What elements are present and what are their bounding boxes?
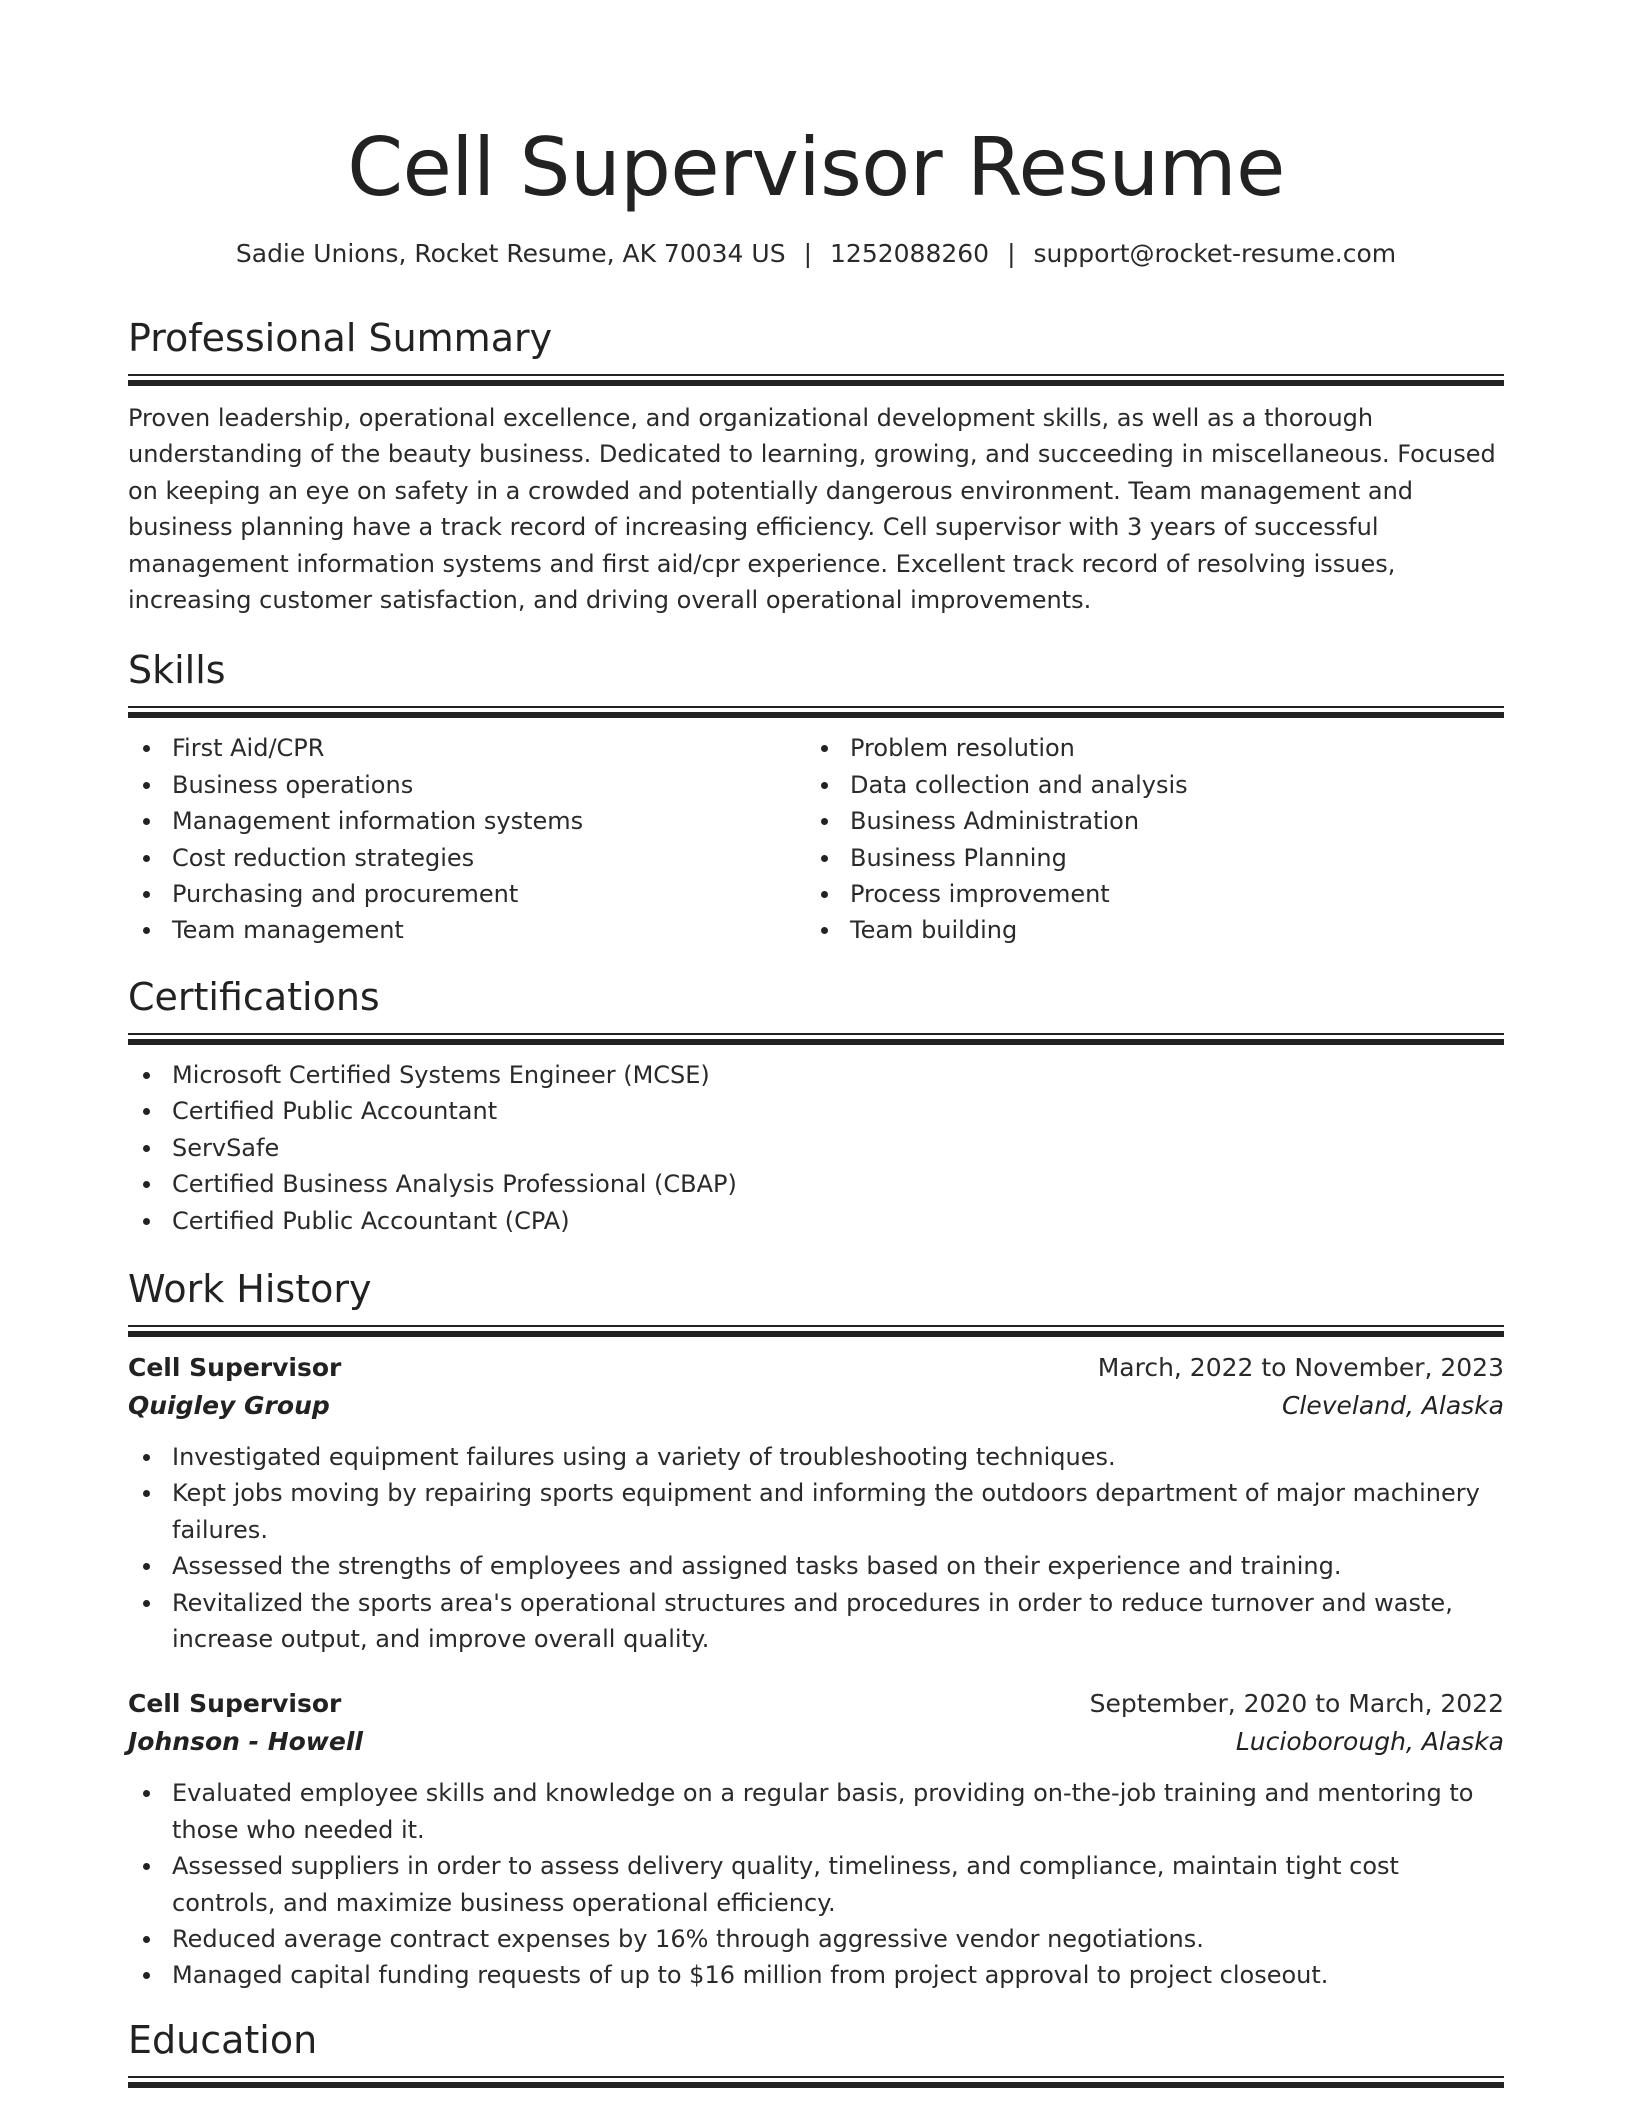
contact-separator: |: [803, 239, 813, 268]
contact-address: Sadie Unions, Rocket Resume, AK 70034 US: [235, 239, 786, 268]
job-bullet: Assessed the strengths of employees and assigned tasks based on their experience and training.: [128, 1548, 1504, 1584]
job-bullet: Assessed suppliers in order to assess delivery quality, timeliness, and compliance, maintain tight cost controls, and maximize business operational efficiency.: [128, 1848, 1504, 1921]
job-entry: [128, 1349, 1504, 1657]
contact-separator: |: [1007, 239, 1016, 268]
job-bullet: Reduced average contract expenses by 16% through aggressive vendor negotiations.: [128, 1921, 1504, 1957]
job-title: Cell Supervisor: [128, 1689, 342, 1719]
skill-item: Purchasing and procurement: [128, 876, 806, 912]
job-dates: March, 2022 to November, 2023: [1097, 1352, 1504, 1382]
skill-item: First Aid/CPR: [128, 730, 806, 766]
job-bullets: [128, 1775, 1504, 1993]
job-bullet: Managed capital funding requests of up to $16 million from project approval to project closeout.: [128, 1957, 1504, 1993]
job-subheader: [128, 1387, 1504, 1425]
certifications-list: [128, 1057, 1504, 1239]
skills-section: [128, 646, 1504, 948]
skill-item: Team management: [128, 912, 806, 948]
job-location: Cleveland, Alaska: [1281, 1390, 1504, 1420]
contact-line: [128, 238, 1504, 270]
job-bullet: Evaluated employee skills and knowledge on a regular basis, providing on-the-job training and mentoring to those who needed it.: [128, 1775, 1504, 1848]
work-history-section: [128, 1265, 1504, 1994]
certification-item: Certified Public Accountant: [128, 1093, 1504, 1129]
certification-item: Certified Business Analysis Professional (CBAP): [128, 1166, 1504, 1202]
summary-text: Proven leadership, operational excellence, and organizational development skills, as well as a thorough understanding of the beauty business. Dedicated to learning, growing, and succeeding in miscellaneous. Focused on keeping an eye on safety in a crowded and potentially dangerous environment. Team management and business planning have a track record of increasing efficiency. Cell supervisor with 3 years of successful management information systems and first aid/cpr experience. Excellent track record of resolving issues, increasing customer satisfaction, and driving overall operational improvements.: [128, 404, 1496, 615]
skills-heading: Skills: [128, 648, 226, 693]
summary-heading: Professional Summary: [128, 316, 553, 360]
skill-item: Problem resolution: [806, 730, 1484, 766]
job-bullets: [128, 1439, 1504, 1657]
job-subheader: [128, 1723, 1504, 1761]
skills-right-column: [806, 730, 1484, 948]
certifications-section: [128, 973, 1504, 1239]
certification-item: Microsoft Certified Systems Engineer (MCSE): [128, 1057, 1504, 1093]
resume-title: Cell Supervisor Resume: [347, 121, 1285, 214]
section-divider: [128, 2076, 1504, 2088]
certification-item: Certified Public Accountant (CPA): [128, 1203, 1504, 1239]
skills-grid: [128, 730, 1504, 948]
work-history-heading: Work History: [128, 1266, 372, 1311]
education-heading: Education: [128, 2017, 318, 2062]
section-divider: [128, 374, 1504, 386]
job-entry: [128, 1685, 1504, 1993]
job-dates: September, 2020 to March, 2022: [1089, 1689, 1504, 1719]
job-header: [128, 1349, 1504, 1387]
job-bullet: Investigated equipment failures using a variety of troubleshooting techniques.: [128, 1439, 1504, 1475]
education-section: [128, 2016, 1504, 2088]
skill-item: Team building: [806, 912, 1484, 948]
skill-item: Cost reduction strategies: [128, 840, 806, 876]
skill-item: Process improvement: [806, 876, 1484, 912]
job-title: Cell Supervisor: [128, 1352, 342, 1382]
resume-page: [128, 0, 1504, 2088]
section-divider: [128, 1325, 1504, 1337]
job-bullet: Kept jobs moving by repairing sports equipment and informing the outdoors department of major machinery failures.: [128, 1475, 1504, 1548]
job-company: Johnson - Howell: [128, 1727, 363, 1757]
certifications-heading: Certifications: [128, 974, 380, 1019]
skill-item: Business Administration: [806, 803, 1484, 839]
skill-item: Business Planning: [806, 840, 1484, 876]
section-divider: [128, 706, 1504, 718]
section-divider: [128, 1033, 1504, 1045]
summary-section: [128, 314, 1504, 618]
job-location: Lucioborough, Alaska: [1235, 1727, 1504, 1757]
skills-left-column: [128, 730, 806, 948]
job-bullet: Revitalized the sports area's operational structures and procedures in order to reduce turnover and waste, increase output, and improve overall quality.: [128, 1585, 1504, 1658]
certification-item: ServSafe: [128, 1130, 1504, 1166]
skill-item: Management information systems: [128, 803, 806, 839]
contact-email: support@rocket-resume.com: [1033, 239, 1397, 268]
job-company: Quigley Group: [128, 1390, 330, 1420]
contact-phone: 1252088260: [830, 239, 990, 268]
skill-item: Data collection and analysis: [806, 767, 1484, 803]
skill-item: Business operations: [128, 767, 806, 803]
job-header: [128, 1685, 1504, 1723]
